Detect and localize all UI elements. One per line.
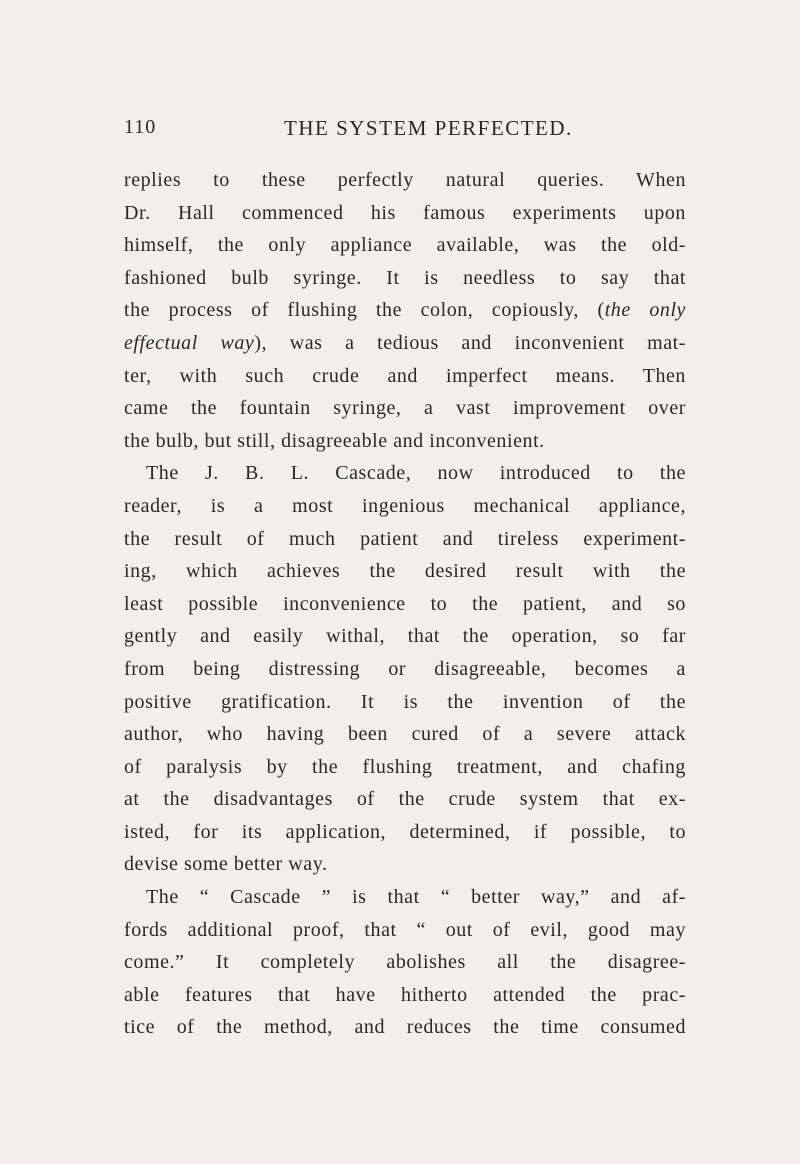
text-line: gently and easily withal, that the operation, so far xyxy=(124,625,686,648)
text-line: the bulb, but still, disagreeable and inconvenient. xyxy=(124,429,545,452)
page-number: 110 xyxy=(124,116,157,138)
text-line: ing, which achieves the desired result with the xyxy=(124,560,686,583)
text-line: fords additional proof, that “ out of evil, good may xyxy=(124,918,686,941)
text-line: reader, is a most ingenious mechanical appliance, xyxy=(124,494,686,517)
text-line: came the fountain syringe, a vast improvement over xyxy=(124,397,686,420)
page-header xyxy=(124,116,684,148)
text-line: The J. B. L. Cascade, now introduced to the xyxy=(146,462,686,485)
text-line: replies to these perfectly natural queries. When xyxy=(124,169,686,191)
text-line: tice of the method, and reduces the time consumed xyxy=(124,1016,686,1039)
text-line xyxy=(124,327,686,360)
text-line: at the disadvantages of the crude system that ex- xyxy=(124,788,686,811)
italic-text: the only xyxy=(604,299,686,322)
italic-text: effectual way xyxy=(124,331,255,354)
text-line: come.” It completely abolishes all the disagree- xyxy=(124,951,686,974)
text-line: The “ Cascade ” is that “ better way,” and af- xyxy=(146,886,686,909)
text-line: least possible inconvenience to the patient, and so xyxy=(124,592,686,615)
text-line: able features that have hitherto attended the prac- xyxy=(124,983,686,1006)
text-segment: the process of flushing the colon, copiously, ( xyxy=(124,299,605,322)
text-segment: ), was a tedious and inconvenient mat- xyxy=(254,331,686,354)
running-title: THE SYSTEM PERFECTED. xyxy=(284,116,573,140)
text-line: devise some better way. xyxy=(124,853,328,876)
text-line: himself, the only appliance available, was the old- xyxy=(124,234,686,257)
text-line: fashioned bulb syringe. It is needless to say that xyxy=(124,266,686,289)
text-line xyxy=(124,294,686,327)
text-line: Dr. Hall commenced his famous experiments upon xyxy=(124,201,686,224)
text-line: positive gratification. It is the invention of the xyxy=(124,690,686,713)
text-line: author, who having been cured of a severe attack xyxy=(124,723,686,746)
text-line: the result of much patient and tireless experiment- xyxy=(124,527,686,550)
text-line: from being distressing or disagreeable, becomes a xyxy=(124,657,686,680)
text-line: of paralysis by the flushing treatment, and chafing xyxy=(124,755,686,778)
text-line: ter, with such crude and imperfect means. Then xyxy=(124,364,686,387)
text-line: isted, for its application, determined, if possible, to xyxy=(124,820,686,843)
body-text xyxy=(124,164,686,1044)
